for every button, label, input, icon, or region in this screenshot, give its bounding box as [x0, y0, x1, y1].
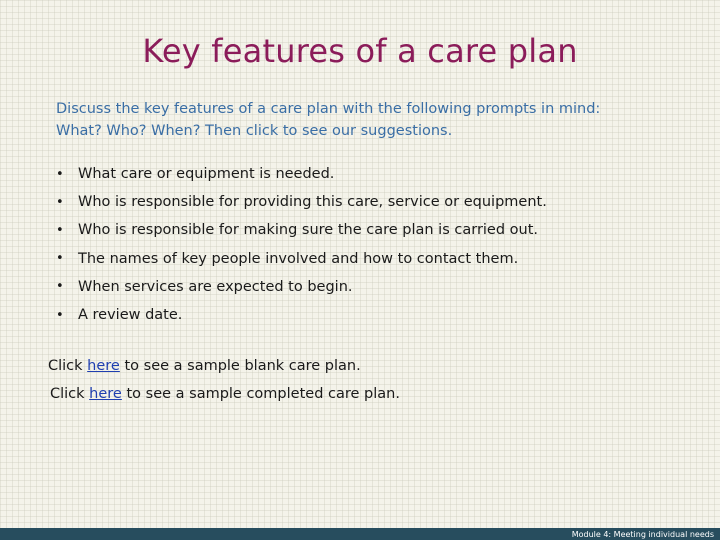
list-item [56, 301, 547, 329]
list-item [56, 216, 547, 244]
list-item [56, 273, 547, 301]
bullet-icon: • [56, 222, 64, 238]
list-item-text: When services are expected to begin. [78, 278, 353, 295]
link-prefix: Click [48, 358, 88, 374]
list-item-text: Who is responsible for making sure the care plan is carried out. [78, 222, 539, 239]
link-suffix: to see a sample blank care plan. [119, 358, 361, 374]
footer-module-label: Module 4: Meeting individual needs [571, 530, 714, 539]
intro-text [56, 98, 676, 142]
slide-title: Key features of a care plan [142, 32, 578, 70]
bullet-icon: • [56, 279, 64, 295]
bullet-icon: • [56, 166, 64, 182]
list-item [56, 245, 547, 273]
key-features-list [56, 160, 547, 329]
bullet-icon: • [56, 307, 64, 323]
link-suffix: to see a sample completed care plan. [121, 386, 400, 402]
blank-care-plan-link[interactable]: here [87, 358, 120, 374]
sample-links [48, 352, 400, 408]
list-item [56, 160, 547, 188]
link-prefix: Click [50, 386, 90, 402]
intro-line-1: Discuss the key features of a care plan with the following prompts in mind: [56, 101, 601, 117]
bullet-icon: • [56, 251, 64, 267]
completed-care-plan-line [48, 380, 400, 408]
list-item-text: A review date. [78, 307, 183, 324]
list-item [56, 188, 547, 216]
list-item-text: The names of key people involved and how to contact them. [78, 250, 519, 267]
blank-care-plan-line [48, 352, 400, 380]
bullet-icon: • [56, 194, 64, 210]
list-item-text: What care or equipment is needed. [78, 166, 335, 183]
intro-line-2: What? Who? When? Then click to see our suggestions. [56, 123, 453, 139]
completed-care-plan-link[interactable]: here [89, 386, 122, 402]
list-item-text: Who is responsible for providing this care, service or equipment. [78, 194, 547, 211]
